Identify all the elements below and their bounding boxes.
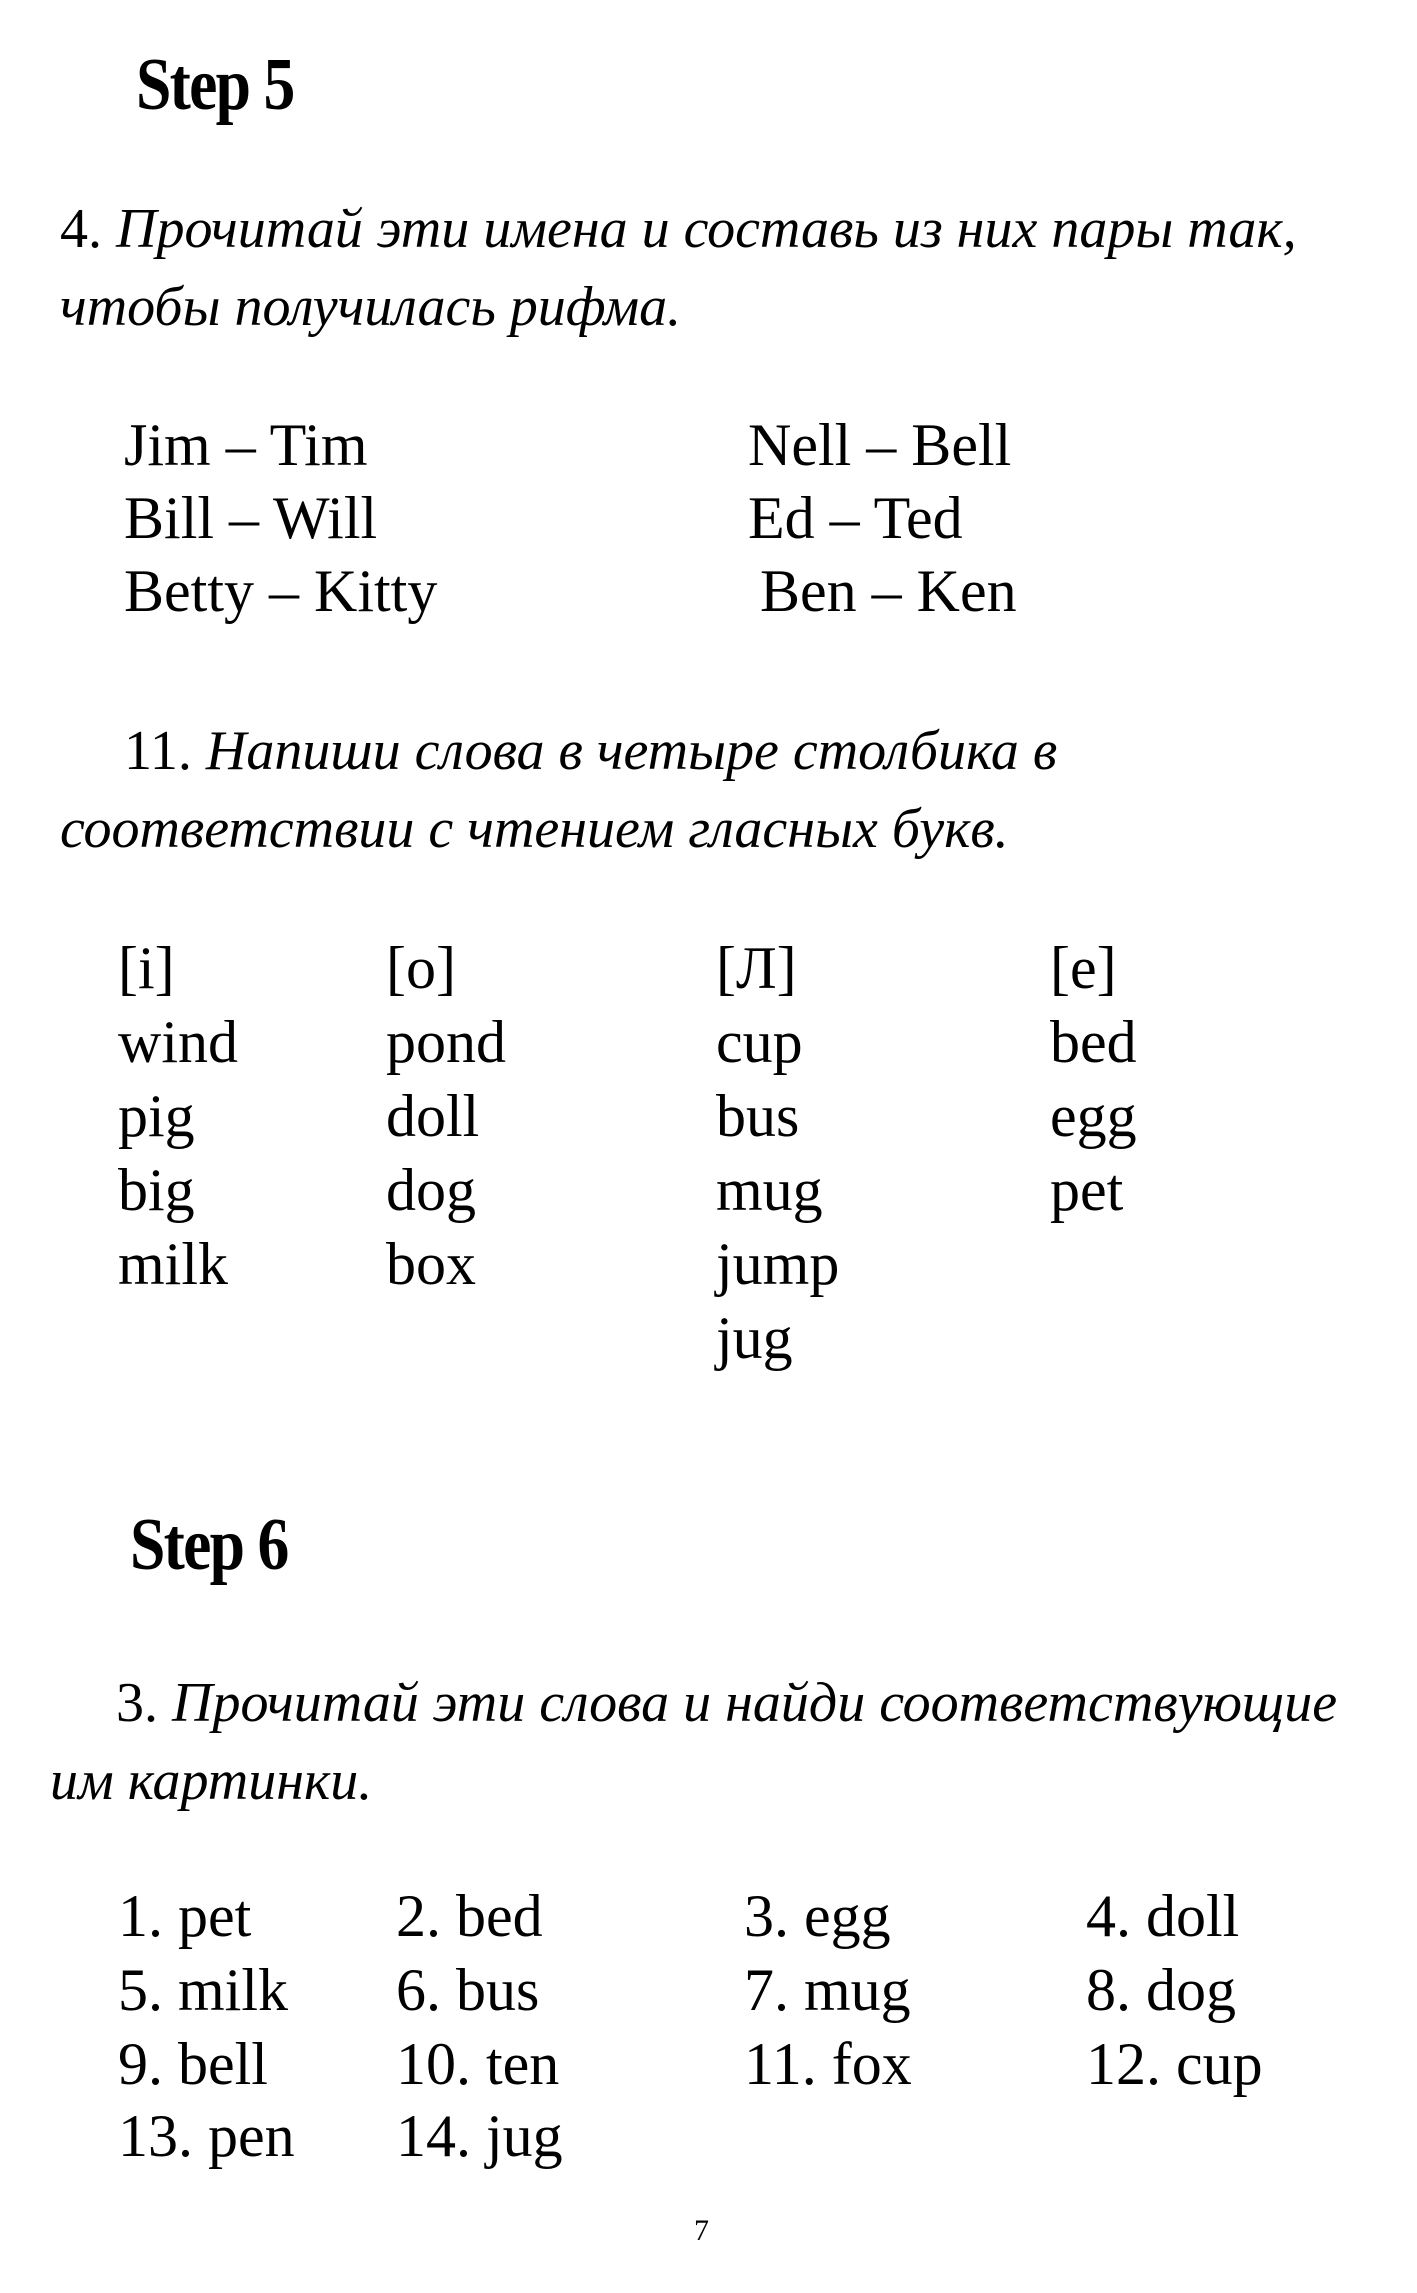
rhyme-pair: Betty – Kitty [124, 558, 438, 624]
step-6-heading: Step 6 [130, 1504, 288, 1586]
word-item: 13. pen [118, 2103, 295, 2169]
task-3-number: 3. [116, 1672, 158, 1734]
task-4-text: Прочитай эти имена и составь из них пары так, чтобы получилась рифма. [60, 198, 1297, 338]
word-item: 14. jug [396, 2103, 563, 2169]
vowel-column-i [118, 935, 238, 1308]
rhyme-pair: Bill – Will [124, 485, 378, 551]
word-item: 4. doll [1086, 1883, 1240, 1949]
task-3-instruction [50, 1664, 1380, 1820]
word-item: bed [1050, 1009, 1137, 1075]
column-header: [e] [1050, 935, 1117, 1001]
word-item: egg [1050, 1083, 1137, 1149]
word-item: 8. dog [1086, 1957, 1236, 2023]
word-item: big [118, 1157, 195, 1223]
word-item: 2. bed [396, 1883, 543, 1949]
column-header: [i] [118, 935, 175, 1001]
task-3-text: Прочитай эти слова и найди соответствующие им картинки. [50, 1672, 1338, 1812]
word-item: cup [716, 1009, 803, 1075]
task-4-instruction [60, 190, 1380, 346]
rhyme-pairs-right [748, 412, 1017, 634]
word-item: dog [386, 1157, 476, 1223]
rhyme-pair: Ed – Ted [748, 485, 963, 551]
word-item: doll [386, 1083, 480, 1149]
word-item: 1. pet [118, 1883, 252, 1949]
rhyme-pairs-left [124, 412, 438, 634]
rhyme-pair: Jim – Tim [124, 412, 368, 478]
word-item: 11. fox [744, 2031, 912, 2097]
column-header: [o] [386, 935, 456, 1001]
word-item: 10. ten [396, 2031, 560, 2097]
word-item: milk [118, 1231, 229, 1297]
task-4-number: 4. [60, 198, 102, 260]
word-item: 5. milk [118, 1957, 289, 2023]
word-item: pet [1050, 1157, 1124, 1223]
word-item: pond [386, 1009, 506, 1075]
task-11-instruction [60, 712, 1380, 868]
word-item: 7. mug [744, 1957, 911, 2023]
word-item: pig [118, 1083, 195, 1149]
word-item: mug [716, 1157, 823, 1223]
vowel-column-l [716, 935, 840, 1382]
vowel-column-o [386, 935, 506, 1308]
rhyme-pair: Nell – Bell [748, 412, 1012, 478]
word-item: bus [716, 1083, 800, 1149]
word-item: 9. bell [118, 2031, 268, 2097]
task-11-number: 11. [124, 720, 192, 782]
word-item: box [386, 1231, 476, 1297]
task-11-text: Напиши слова в четыре столбика в соответствии с чтением гласных букв. [60, 720, 1058, 860]
word-item: 3. egg [744, 1883, 891, 1949]
column-header: [Л] [716, 935, 797, 1001]
step-5-heading: Step 5 [136, 44, 294, 126]
vowel-column-e [1050, 935, 1137, 1234]
word-item: 12. cup [1086, 2031, 1263, 2097]
page-number: 7 [694, 2214, 709, 2247]
word-item: jump [716, 1231, 840, 1297]
rhyme-pair: Ben – Ken [760, 558, 1017, 624]
word-item: jug [716, 1305, 793, 1371]
word-item: 6. bus [396, 1957, 540, 2023]
word-item: wind [118, 1009, 238, 1075]
